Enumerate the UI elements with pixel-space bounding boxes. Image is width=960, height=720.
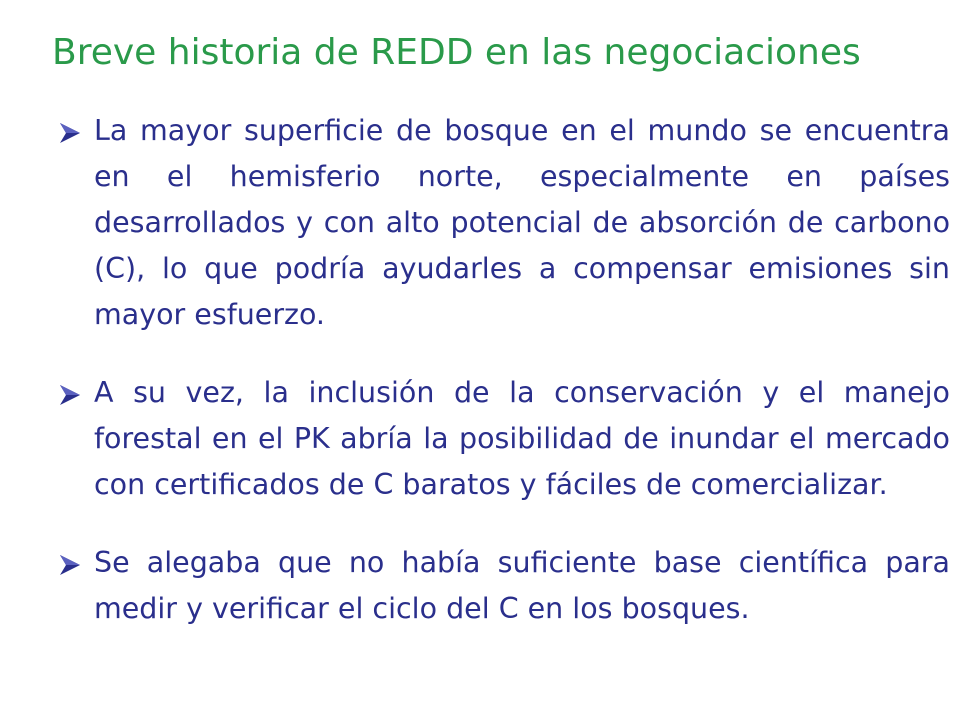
bullet-text: La mayor superficie de bosque en el mundo se encuentra en el hemisferio norte, especialmente en países desarrollados y con alto potencial de absorción de carbono (C), lo que podría ayudarles a compensar emisiones sin mayor esfuerzo.	[94, 114, 950, 331]
arrowhead-bullet-icon	[58, 553, 82, 577]
arrowhead-bullet-icon	[58, 121, 82, 145]
bullet-item	[58, 540, 950, 632]
arrowhead-bullet-icon	[58, 383, 82, 407]
bullet-text: Se alegaba que no había suficiente base científica para medir y verificar el ciclo del C en los bosques.	[94, 546, 950, 625]
slide-title: Breve historia de REDD en las negociaciones	[52, 32, 861, 73]
bullet-item	[58, 108, 950, 338]
bullet-text: A su vez, la inclusión de la conservación y el manejo forestal en el PK abría la posibilidad de inundar el mercado con certificados de C baratos y fáciles de comercializar.	[94, 376, 950, 501]
bullet-list	[58, 108, 950, 664]
bullet-item	[58, 370, 950, 508]
